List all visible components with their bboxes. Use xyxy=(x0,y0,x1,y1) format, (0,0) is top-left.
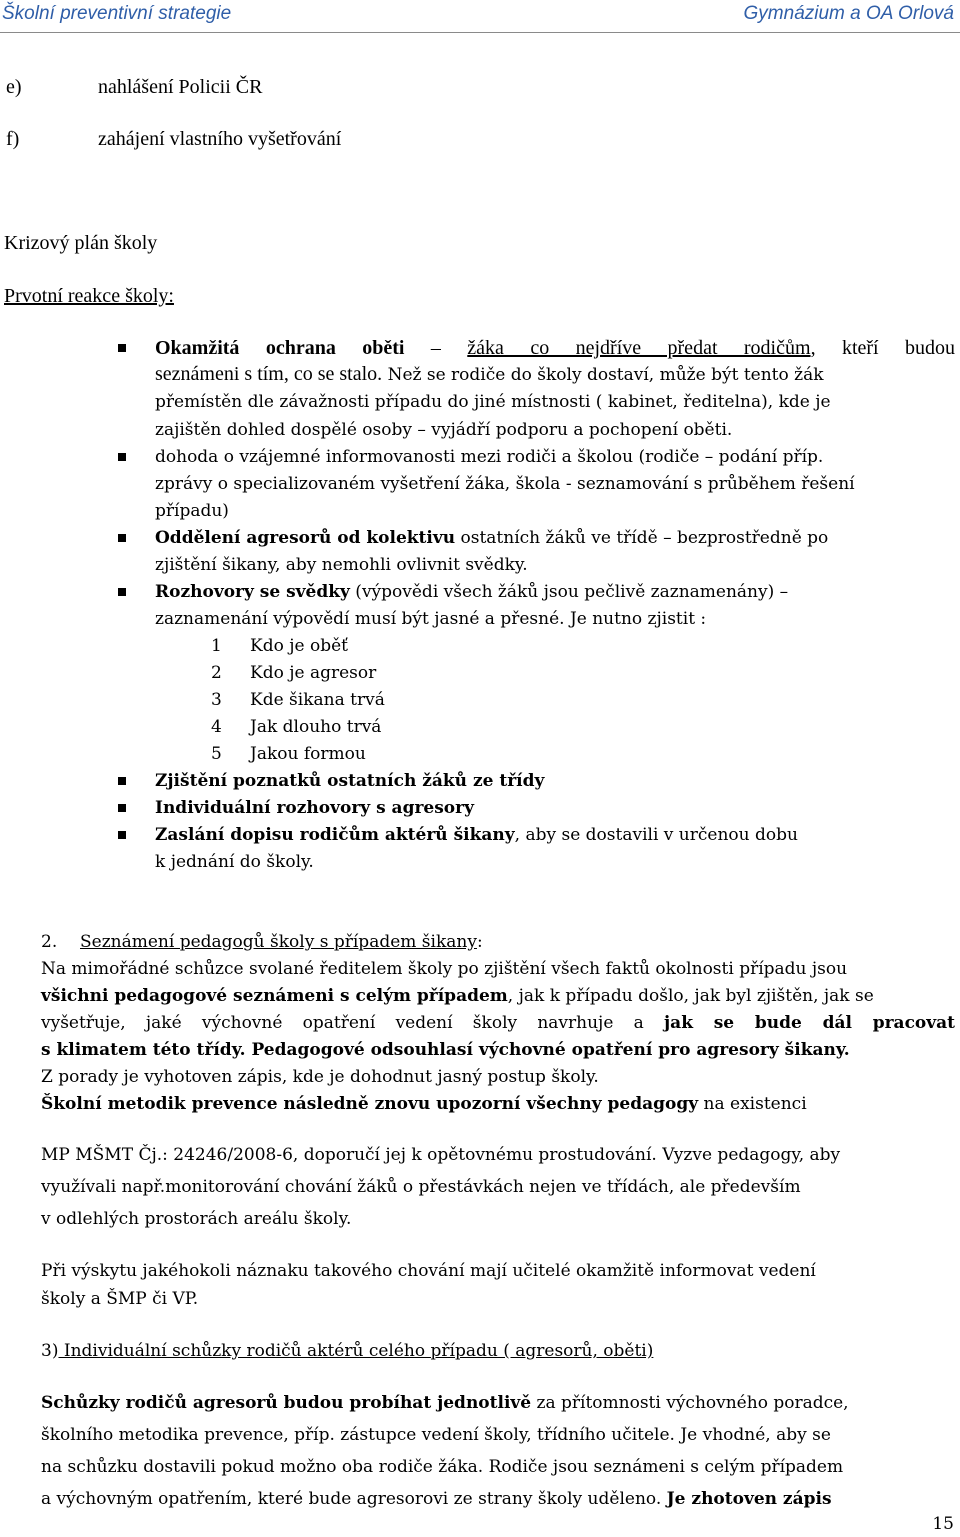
bullet-marker xyxy=(118,588,126,596)
section2-number: 2. xyxy=(41,932,58,952)
numbered-item-number: 5 xyxy=(211,744,222,764)
bullet1-line4: zajištěn dohled dospělé osoby – vyjádří podporu a pochopení oběti. xyxy=(155,420,733,440)
page-header xyxy=(0,0,960,33)
item-f-text: zahájení vlastního vyšetřování xyxy=(98,128,342,150)
para-final-line4: a výchovným opatřením, které bude agresorovi ze strany školy uděleno. Je zhotoven zápis xyxy=(41,1489,832,1509)
para-mp-line3: v odlehlých prostorách areálu školy. xyxy=(41,1209,352,1229)
para-mp-line1: MP MŠMT Čj.: 24246/2008-6, doporučí jej k opětovnému prostudování. Vyzve pedagogy, aby xyxy=(41,1145,841,1165)
page-number: 15 xyxy=(932,1514,954,1534)
numbered-item-number: 4 xyxy=(211,717,222,737)
bullet1-line2: seznámeni s tím, co se stalo. Než se rodiče do školy dostaví, může být tento žák xyxy=(155,363,824,385)
bullet-marker xyxy=(118,831,126,839)
para-vyskyt-line2: školy a ŠMP či VP. xyxy=(41,1289,199,1309)
section2-line3: vyšetřuje, jaké výchovné opatření vedení školy navrhuje a jak se bude dál pracovat xyxy=(41,1013,956,1033)
section3-heading: 3) Individuální schůzky rodičů aktérů celého případu ( agresorů, oběti) xyxy=(41,1341,654,1361)
para-final-line3: na schůzku dostavili pokud možno oba rodiče žáka. Rodiče jsou seznámeni s celým případem xyxy=(41,1457,844,1477)
numbered-item-text: Jak dlouho trvá xyxy=(250,717,382,737)
para-mp-line2: využívali např.monitorování chování žáků o přestávkách nejen ve třídách, ale především xyxy=(41,1177,801,1197)
numbered-item-text: Kde šikana trvá xyxy=(250,690,385,710)
para-final-line2: školního metodika prevence, příp. zástupce vedení školy, třídního učitele. Je vhodné, aby se xyxy=(41,1425,831,1445)
numbered-item-text: Jakou formou xyxy=(250,744,366,764)
bullet2-line2: zprávy o specializovaném vyšetření žáka, škola - seznamování s průběhem řešení xyxy=(155,474,855,494)
bullet2-line3: případu) xyxy=(155,501,229,521)
bullet-marker xyxy=(118,453,126,461)
bullet7-line2: k jednání do školy. xyxy=(155,852,314,872)
numbered-item-text: Kdo je agresor xyxy=(250,663,377,683)
bullet1-line3: přemístěn dle závažnosti případu do jiné místnosti ( kabinet, ředitelna), kde je xyxy=(155,392,831,412)
bullet7-line1: Zaslání dopisu rodičům aktérů šikany, aby se dostavili v určenou dobu xyxy=(155,825,798,845)
numbered-item-number: 2 xyxy=(211,663,222,683)
bullet-marker xyxy=(118,804,126,812)
para-vyskyt-line1: Při výskytu jakéhokoli náznaku takového chování mají učitelé okamžitě informovat vedení xyxy=(41,1261,816,1281)
section2-line2: všichni pedagogové seznámeni s celým případem, jak k případu došlo, jak byl zjištěn, jak se xyxy=(41,986,874,1006)
section-title-krizovy-plan: Krizový plán školy xyxy=(4,232,158,254)
numbered-item-number: 3 xyxy=(211,690,222,710)
bullet1-line1: Okamžitá ochrana oběti – žáka co nejdříve předat rodičům, kteří budou xyxy=(155,337,956,359)
bullet4-line2: zaznamenání výpovědí musí být jasné a přesné. Je nutno zjistit : xyxy=(155,609,707,629)
item-e-letter: e) xyxy=(6,76,22,98)
section2-line4: s klimatem této třídy. Pedagogové odsouhlasí výchovné opatření pro agresory šikany. xyxy=(41,1040,850,1060)
item-e-text: nahlášení Policii ČR xyxy=(98,76,263,98)
header-document-title: Školní preventivní strategie xyxy=(2,3,232,24)
bullet5-text: Zjištění poznatků ostatních žáků ze třídy xyxy=(155,771,545,791)
section2-line6: Školní metodik prevence následně znovu upozorní všechny pedagogy na existenci xyxy=(41,1094,807,1114)
numbered-item-text: Kdo je oběť xyxy=(250,636,348,656)
bullet2-line1: dohoda o vzájemné informovanosti mezi rodiči a školou (rodiče – podání příp. xyxy=(155,447,824,467)
section2-line5: Z porady je vyhotoven zápis, kde je dohodnut jasný postup školy. xyxy=(41,1067,599,1087)
para-final-line1: Schůzky rodičů agresorů budou probíhat jednotlivě za přítomnosti výchovného poradce, xyxy=(41,1393,849,1413)
section2-line1: Na mimořádné schůzce svolané ředitelem školy po zjištění všech faktů okolnosti případu jsou xyxy=(41,959,848,979)
numbered-item-number: 1 xyxy=(211,636,222,656)
subsection-title-prvotni-reakce: Prvotní reakce školy: xyxy=(4,285,174,307)
header-school-name: Gymnázium a OA Orlová xyxy=(743,3,954,24)
bullet-marker xyxy=(118,344,126,352)
bullet3-line2: zjištění šikany, aby nemohli ovlivnit svědky. xyxy=(155,555,528,575)
bullet-marker xyxy=(118,534,126,542)
bullet3-line1: Oddělení agresorů od kolektivu ostatních žáků ve třídě – bezprostředně po xyxy=(155,528,829,548)
item-f-letter: f) xyxy=(6,128,20,150)
section2-title: Seznámení pedagogů školy s případem šikany: xyxy=(80,932,483,952)
bullet-marker xyxy=(118,777,126,785)
bullet4-line1: Rozhovory se svědky (výpovědi všech žáků jsou pečlivě zaznamenány) – xyxy=(155,582,789,602)
bullet6-text: Individuální rozhovory s agresory xyxy=(155,798,474,818)
